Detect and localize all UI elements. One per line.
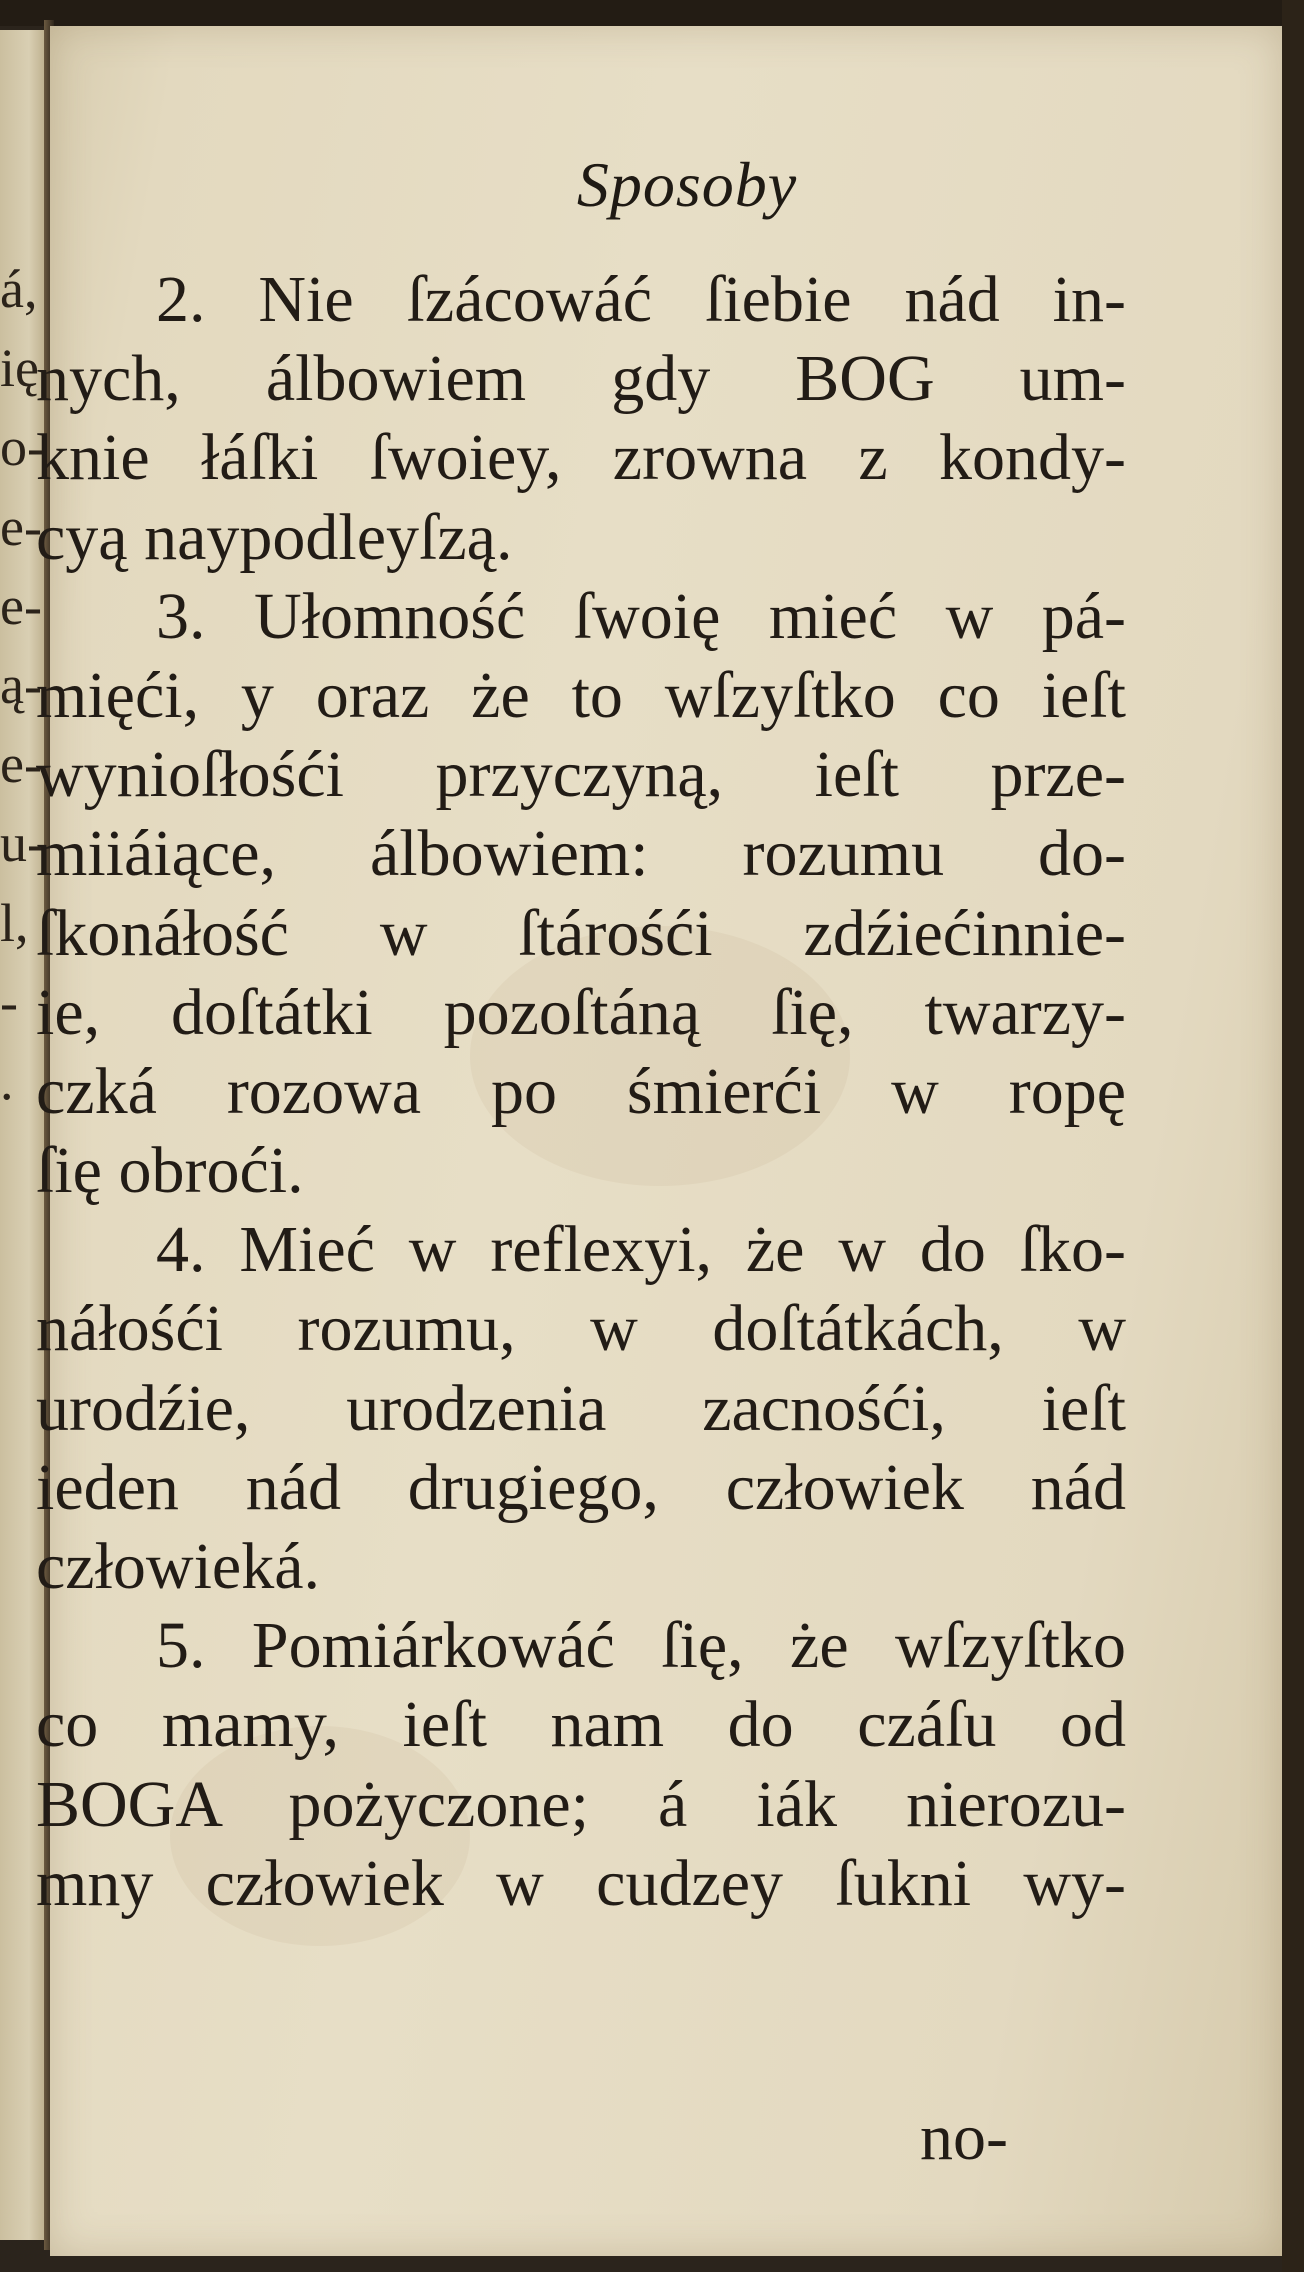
- text-line: miiáiące, álbowiem: rozumu do-: [36, 817, 1126, 891]
- body-text: [36, 260, 1126, 1923]
- text-line: ieden nád drugiego, człowiek nád: [36, 1450, 1126, 1524]
- facing-page-fragment: l,: [0, 892, 29, 953]
- text-line: BOGA pożyczone; á iák nierozu-: [36, 1767, 1126, 1841]
- text-line: wynioſłośći przyczyną, ieſt prze-: [36, 738, 1126, 812]
- text-line: człowieká.: [36, 1530, 321, 1603]
- facing-page-fragment: e-: [0, 734, 42, 795]
- facing-page-fragment: á,: [0, 259, 38, 319]
- facing-page-fragment: ię: [0, 338, 39, 399]
- catchword: no-: [920, 2101, 1008, 2174]
- facing-page-fragment: .: [0, 1050, 14, 1111]
- text-line: 5. Pomiárkowáć ſię, że wſzyſtko: [156, 1609, 1126, 1683]
- text-line: ſię obroći.: [36, 1134, 304, 1208]
- text-line: nych, álbowiem gdy BOG um-: [36, 342, 1126, 416]
- text-line: náłośći rozumu, w doſtátkách, w: [36, 1292, 1126, 1366]
- running-header: Sposoby: [576, 149, 798, 220]
- text-line: co mamy, ieſt nam do czáſu od: [36, 1688, 1126, 1762]
- text-line: mięći, y oraz że to wſzyſtko co ieſt: [36, 658, 1126, 732]
- text-line: ie, doſtátki pozoſtáną ſię, twarzy-: [36, 975, 1126, 1049]
- text-line: ſkonáłość w ſtárośći zdźiećinnie-: [36, 896, 1126, 970]
- facing-page-fragment: o-: [0, 417, 45, 478]
- text-line: 4. Mieć w reflexyi, że w do ſko-: [156, 1213, 1126, 1287]
- text-line: knie łáſki ſwoiey, zrowna z kondy-: [36, 421, 1126, 495]
- facing-page-fragment: e-: [0, 575, 42, 636]
- text-line: urodźie, urodzenia zacnośći, ieſt: [36, 1371, 1126, 1445]
- text-line: 2. Nie ſzácowáć ſiebie nád in-: [156, 263, 1126, 336]
- facing-page-fragment: e-: [0, 496, 42, 557]
- scan-top-border: [0, 0, 1304, 26]
- facing-page-fragment: -: [0, 971, 18, 1032]
- text-line: 3. Ułomność ſwoię mieć w pá-: [156, 579, 1126, 653]
- text-line: mny człowiek w cudzey ſukni wy-: [36, 1846, 1126, 1920]
- text-line: cyą naypodleyſzą.: [36, 500, 513, 574]
- text-line: czká rozowa po śmierći w ropę: [36, 1054, 1126, 1128]
- facing-page-fragment: u-: [0, 813, 45, 874]
- scan-right-border: [1282, 0, 1304, 2272]
- facing-page-fragment: ą-: [0, 654, 42, 715]
